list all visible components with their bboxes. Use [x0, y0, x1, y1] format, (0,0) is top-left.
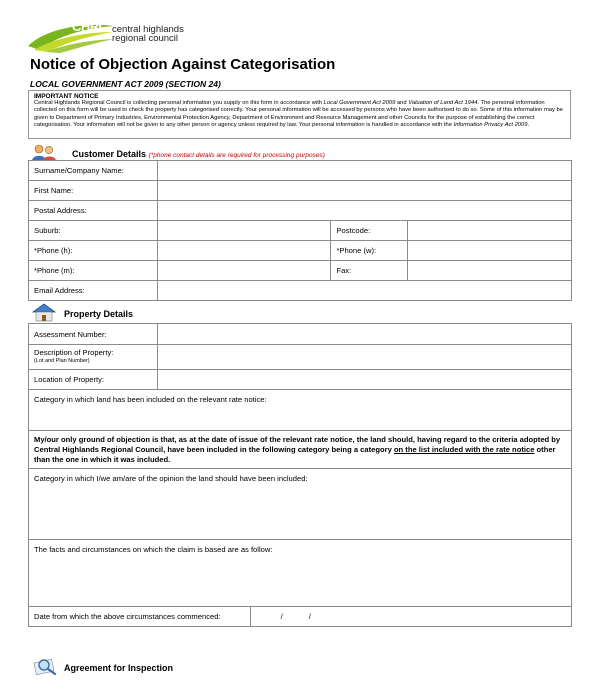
label-assessment-number: Assessment Number:: [29, 324, 158, 345]
input-description[interactable]: [157, 345, 571, 370]
date-separator-2: /: [308, 612, 311, 621]
notice-act3: Information Privacy Act 2009: [453, 121, 528, 128]
input-surname[interactable]: [157, 161, 571, 181]
notice-act1: Local Government Act 2009: [323, 100, 396, 107]
input-suburb[interactable]: [157, 221, 331, 241]
row-phone-m: [29, 261, 572, 281]
label-phone-m: *Phone (m):: [29, 261, 158, 281]
customer-heading-text: Customer Details: [72, 149, 147, 159]
label-date-commenced: Date from which the above circumstances commenced:: [29, 607, 251, 627]
page-title: Notice of Objection Against Categorisation: [30, 56, 336, 73]
notice-act2: Valuation of Land Act 1944: [408, 100, 478, 107]
row-surname: [29, 161, 572, 181]
label-location: Location of Property:: [29, 370, 158, 390]
label-phone-w: *Phone (w):: [331, 241, 408, 261]
property-details-table: [28, 323, 572, 627]
row-description: [29, 345, 572, 370]
logo-line2: regional council: [112, 33, 179, 44]
row-date: [29, 607, 572, 627]
input-phone-m[interactable]: [157, 261, 331, 281]
ground-text-a: My/our only ground of objection is that, as at the date of issue of the relevant rate notice, the land should, having regard to the criteria adopted by Central Highlands Regional Council, have been included in the following category being a category: [34, 434, 561, 454]
label-category-included: Category in which land has been included on the relevant rate notice:: [34, 395, 267, 404]
notice-text-c: . The personal information collected on this form will be used to check the property has categorised correctly. Your personal information will be accessed by persons who have been authorised to do so. Some of this information may be given to Department of Primary Industries, Environmental Protection Agency, Department of Environment and Resource Management and other Councils for the purpose of establishing the correct categorisation. Your information will not be given to any other person or agency unless required by law. Your personal information is handled in accordance with the: [34, 100, 563, 128]
property-details-heading: Property Details: [64, 309, 134, 319]
label-email: Email Address:: [29, 281, 158, 301]
customer-phone-note: (*phone contact details are required for processing purposes): [148, 152, 325, 159]
label-postal-address: Postal Address:: [29, 201, 158, 221]
row-suburb: [29, 221, 572, 241]
row-category-opinion[interactable]: [29, 469, 572, 540]
label-postcode: Postcode:: [331, 221, 408, 241]
notice-body: [34, 100, 565, 129]
row-first-name: [29, 181, 572, 201]
label-phone-h: *Phone (h):: [29, 241, 158, 261]
row-ground-statement: [29, 431, 572, 469]
input-email[interactable]: [157, 281, 571, 301]
ground-text-underlined: on the list included with the rate notice: [393, 444, 535, 454]
customer-details-heading: [72, 149, 325, 159]
notice-heading: IMPORTANT NOTICE: [34, 93, 99, 100]
input-fax[interactable]: [408, 261, 572, 281]
field-category-opinion[interactable]: [29, 469, 572, 540]
label-surname: Surname/Company Name:: [29, 161, 158, 181]
input-assessment-number[interactable]: [157, 324, 571, 345]
date-separator-1: /: [280, 612, 283, 621]
row-location: [29, 370, 572, 390]
agreement-heading: Agreement for Inspection: [64, 663, 174, 673]
label-description: [29, 345, 158, 370]
row-assessment: [29, 324, 572, 345]
input-phone-h[interactable]: [157, 241, 331, 261]
description-label-text: Description of Property:: [34, 348, 114, 357]
input-location[interactable]: [157, 370, 571, 390]
ground-text-b: other than the one in which it was included.: [34, 444, 556, 464]
label-category-opinion: Category in which I/we am/are of the opinion the land should have been included:: [34, 474, 308, 483]
magnifier-icon: [33, 656, 59, 676]
notice-text-a: Central Highlands Regional Council is collecting personal information you supply on this form in accordance with: [34, 100, 324, 107]
input-phone-w[interactable]: [408, 241, 572, 261]
row-facts[interactable]: [29, 540, 572, 607]
act-reference: LOCAL GOVERNMENT ACT 2009 (SECTION 24): [30, 79, 221, 89]
important-notice: [28, 90, 571, 139]
logo-wordmark: [72, 19, 184, 44]
label-suburb: Suburb:: [29, 221, 158, 241]
notice-text-b: and: [395, 100, 409, 107]
label-first-name: First Name:: [29, 181, 158, 201]
field-category-included[interactable]: [29, 390, 572, 431]
house-icon: [31, 302, 57, 322]
customer-details-table: [28, 160, 572, 301]
row-postal: [29, 201, 572, 221]
logo-line1: central highlands: [112, 24, 184, 35]
ground-of-objection-statement: [29, 431, 572, 469]
label-fax: Fax:: [331, 261, 408, 281]
input-postcode[interactable]: [408, 221, 572, 241]
input-postal-address[interactable]: [157, 201, 571, 221]
logo-abbrev: CHRC: [72, 19, 108, 34]
field-facts-circumstances[interactable]: [29, 540, 572, 607]
input-date-commenced[interactable]: [250, 607, 571, 627]
label-facts: The facts and circumstances on which the claim is based are as follow:: [34, 545, 273, 554]
row-category-included[interactable]: [29, 390, 572, 431]
row-phone-h: [29, 241, 572, 261]
description-label-note: (Lot and Plan Number): [34, 358, 90, 364]
input-first-name[interactable]: [157, 181, 571, 201]
notice-text-d: .: [527, 121, 530, 128]
row-email: [29, 281, 572, 301]
